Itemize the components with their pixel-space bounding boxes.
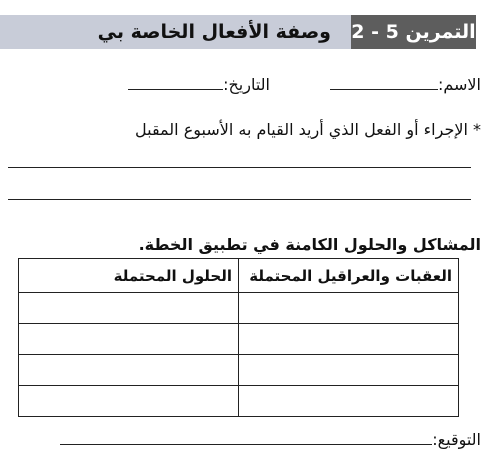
signature-label: التوقيع:: [432, 430, 481, 449]
column-header-solutions: الحلول المحتملة: [19, 259, 239, 293]
action-prompt: * الإجراء أو الفعل الذي أريد القيام به الأسبوع المقبل: [135, 120, 481, 139]
name-blank[interactable]: [330, 75, 438, 90]
obstacles-solutions-table: [18, 258, 459, 417]
worksheet-title: وصفة الأفعال الخاصة بي: [97, 21, 331, 43]
table-header-row: [19, 259, 459, 293]
solution-cell[interactable]: [19, 386, 239, 417]
obstacle-cell[interactable]: [239, 293, 459, 324]
answer-line-1[interactable]: [8, 167, 471, 168]
column-header-obstacles: العقبات والعراقيل المحتملة: [239, 259, 459, 293]
solution-cell[interactable]: [19, 293, 239, 324]
date-blank[interactable]: [128, 75, 223, 90]
obstacle-cell[interactable]: [239, 324, 459, 355]
obstacle-cell[interactable]: [239, 386, 459, 417]
name-date-row: [128, 73, 481, 97]
worksheet-header: [0, 15, 476, 49]
signature-blank[interactable]: [60, 430, 432, 445]
exercise-number-badge: التمرين 5 - 2: [351, 15, 476, 49]
name-label: الاسم:: [437, 75, 481, 94]
table-row: [19, 355, 459, 386]
section-title: المشاكل والحلول الكامنة في تطبيق الخطة.: [138, 235, 481, 254]
solution-cell[interactable]: [19, 324, 239, 355]
table-row: [19, 324, 459, 355]
table-row: [19, 293, 459, 324]
table-row: [19, 386, 459, 417]
date-label: التاريخ:: [223, 75, 270, 94]
obstacle-cell[interactable]: [239, 355, 459, 386]
answer-line-2[interactable]: [8, 199, 471, 200]
solution-cell[interactable]: [19, 355, 239, 386]
signature-row: [60, 428, 481, 452]
